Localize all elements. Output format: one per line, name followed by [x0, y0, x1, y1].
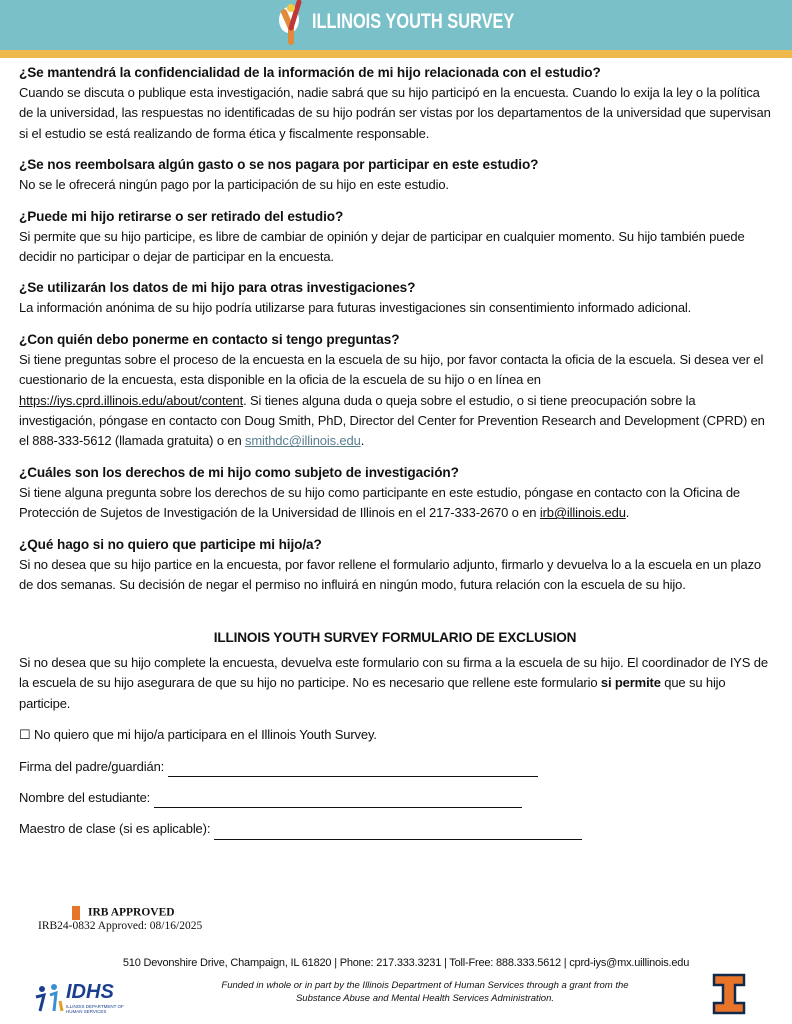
address-text: 510 Devonshire Drive, Champaign, IL 61820 | Phone: 217.333.3231 | Toll-Free: 888.333.5612 | cprd-iys@mx.uillinois.edu — [122, 957, 690, 969]
parent-signature-field[interactable] — [19, 757, 771, 777]
funding-line: Substance Abuse and Mental Health Services Administration. — [295, 993, 555, 1004]
irb-stamp — [38, 906, 202, 932]
faq-data-use — [19, 277, 771, 318]
intro-bold: si permite — [600, 675, 661, 691]
faq-question: ¿Se mantendrá la confidencialidad de la información de mi hijo relacionada con el estudio? — [19, 65, 601, 80]
faq-answer — [19, 483, 771, 524]
faq-answer: No se le ofrecerá ningún pago por la participación de su hijo en este estudio. — [19, 177, 449, 193]
field-label: Nombre del estudiante: — [19, 789, 151, 805]
funding-note — [190, 979, 660, 1005]
irb-number: IRB24-0832 Approved: 08/16/2025 — [38, 920, 203, 932]
faq-opt-out — [19, 534, 771, 596]
document-body — [19, 62, 771, 840]
irb-label: IRB APPROVED — [88, 906, 175, 919]
header-stripe — [0, 50, 792, 58]
faq-answer: La información anónima de su hijo podría utilizarse para futuras investigaciones sin consentimiento informado adicional. — [19, 300, 692, 316]
faq-confidentiality — [19, 62, 771, 144]
checkbox[interactable]: ☐ — [19, 727, 31, 743]
illinois-i-icon — [72, 906, 80, 920]
form-intro — [19, 653, 771, 714]
signature-line[interactable] — [168, 762, 538, 777]
answer-text: . — [360, 433, 365, 449]
faq-question: ¿Se nos reembolsara algún gasto o se nos pagara por participar en este estudio? — [19, 157, 539, 173]
teacher-line[interactable] — [214, 825, 582, 840]
answer-text: . Si tienes alguna duda o queja sobre el estudio, o si tiene preocupación sobre la investigación, póngase en contacto con Doug Smith, PhD, Director del Center for Prevention Research and Development (CPRD) en el 888-333-5612 (llamada gratuita) o en — [19, 392, 765, 449]
form-title: ILLINOIS YOUTH SURVEY FORMULARIO DE EXCLUSION — [213, 629, 577, 645]
name-line[interactable] — [154, 793, 522, 808]
intro-text: Si no desea que su hijo complete la encuesta, devuelva este formulario con su firma a la escuela de su hijo. El coordinador de IYS de la escuela de su hijo asegurara de que su hijo no participe. No es necesario que rellene este formulario — [19, 654, 768, 691]
faq-answer: Si no desea que su hijo partice en la encuesta, por favor rellene el formulario adjunto, firmarlo y devuelva lo a la escuela en un plazo de dos semanas. Su decisión de negar el permiso no influirá en ningún modo, futura relación con la escuela de su hijo. — [19, 556, 761, 593]
idhs-text: IDHS — [66, 981, 114, 1003]
checkbox-label: No quiero que mi hijo/a participara en el Illinois Youth Survey. — [33, 727, 377, 743]
email-link[interactable]: smithdc@illinois.edu — [244, 433, 361, 449]
funding-line: Funded in whole or in part by the Illinois Department of Human Services through a grant from the — [221, 980, 629, 991]
faq-question: ¿Puede mi hijo retirarse o ser retirado del estudio? — [19, 208, 344, 224]
field-label: Firma del padre/guardián: — [19, 758, 165, 774]
faq-contact — [19, 329, 771, 452]
intro-text: que su hijo participe. — [19, 675, 726, 711]
footer-address — [0, 957, 792, 969]
iys-logo-icon — [272, 0, 312, 50]
idhs-people-icon — [34, 983, 66, 1013]
brand-title: ILLINOIS YOUTH SURVEY — [312, 10, 515, 33]
opt-out-checkbox-row[interactable] — [19, 725, 771, 745]
irb-email-link[interactable]: irb@illinois.edu — [539, 505, 626, 521]
faq-payment — [19, 154, 771, 195]
faq-answer — [19, 350, 771, 452]
answer-text: . — [625, 505, 630, 521]
answer-text: Si tiene preguntas sobre el proceso de la encuesta en la escuela de su hijo, por favor contacta la oficia de la escuela. Si desea ver el cuestionario de la encuesta, esta disponible en la oficia de la escuela de su hijo o en línea en — [19, 351, 764, 388]
faq-rights — [19, 462, 771, 524]
teacher-field[interactable] — [19, 819, 771, 839]
faq-answer: Si permite que su hijo participe, es libre de cambiar de opinión y dejar de participar en cualquier momento. Su hijo también puede decidir no participar o dejar de participar en la encuesta. — [19, 228, 745, 265]
survey-content-link[interactable]: https://iys.cprd.illinois.edu/about/content — [19, 392, 244, 408]
faq-question: ¿Cuáles son los derechos de mi hijo como subjeto de investigación? — [19, 464, 459, 480]
idhs-subtext: ILLINOIS DEPARTMENT OF HUMAN SERVICES — [66, 1004, 124, 1014]
faq-question: ¿Se utilizarán los datos de mi hijo para otras investigaciones? — [19, 280, 416, 296]
faq-question: ¿Con quién debo ponerme en contacto si tengo preguntas? — [19, 331, 400, 347]
faq-question: ¿Qué hago si no quiero que participe mi hijo/a? — [19, 536, 322, 552]
student-name-field[interactable] — [19, 788, 771, 808]
faq-withdraw — [19, 206, 771, 268]
answer-text: Si tiene alguna pregunta sobre los derechos de su hijo como participante en este estudio, póngase en contacto con la Oficina de Protección de Sujetos de Investigación de la Universidad de Illinois en el 217-333-2670 o en — [19, 484, 740, 521]
field-label: Maestro de clase (si es aplicable): — [19, 821, 211, 837]
idhs-logo — [34, 983, 134, 1015]
illinois-block-i-icon — [712, 973, 746, 1015]
header-banner — [0, 0, 792, 50]
faq-answer: Cuando se discuta o publique esta investigación, nadie sabrá que su hijo participó en la encuesta. Cuando lo exija la ley o la política de la universidad, las respuestas no identificadas de su hijo podrán ser vistas por los departamentos de la universidad que supervisan si el estudio se está realizando de forma ética y fiscalmente responsable. — [19, 85, 771, 141]
